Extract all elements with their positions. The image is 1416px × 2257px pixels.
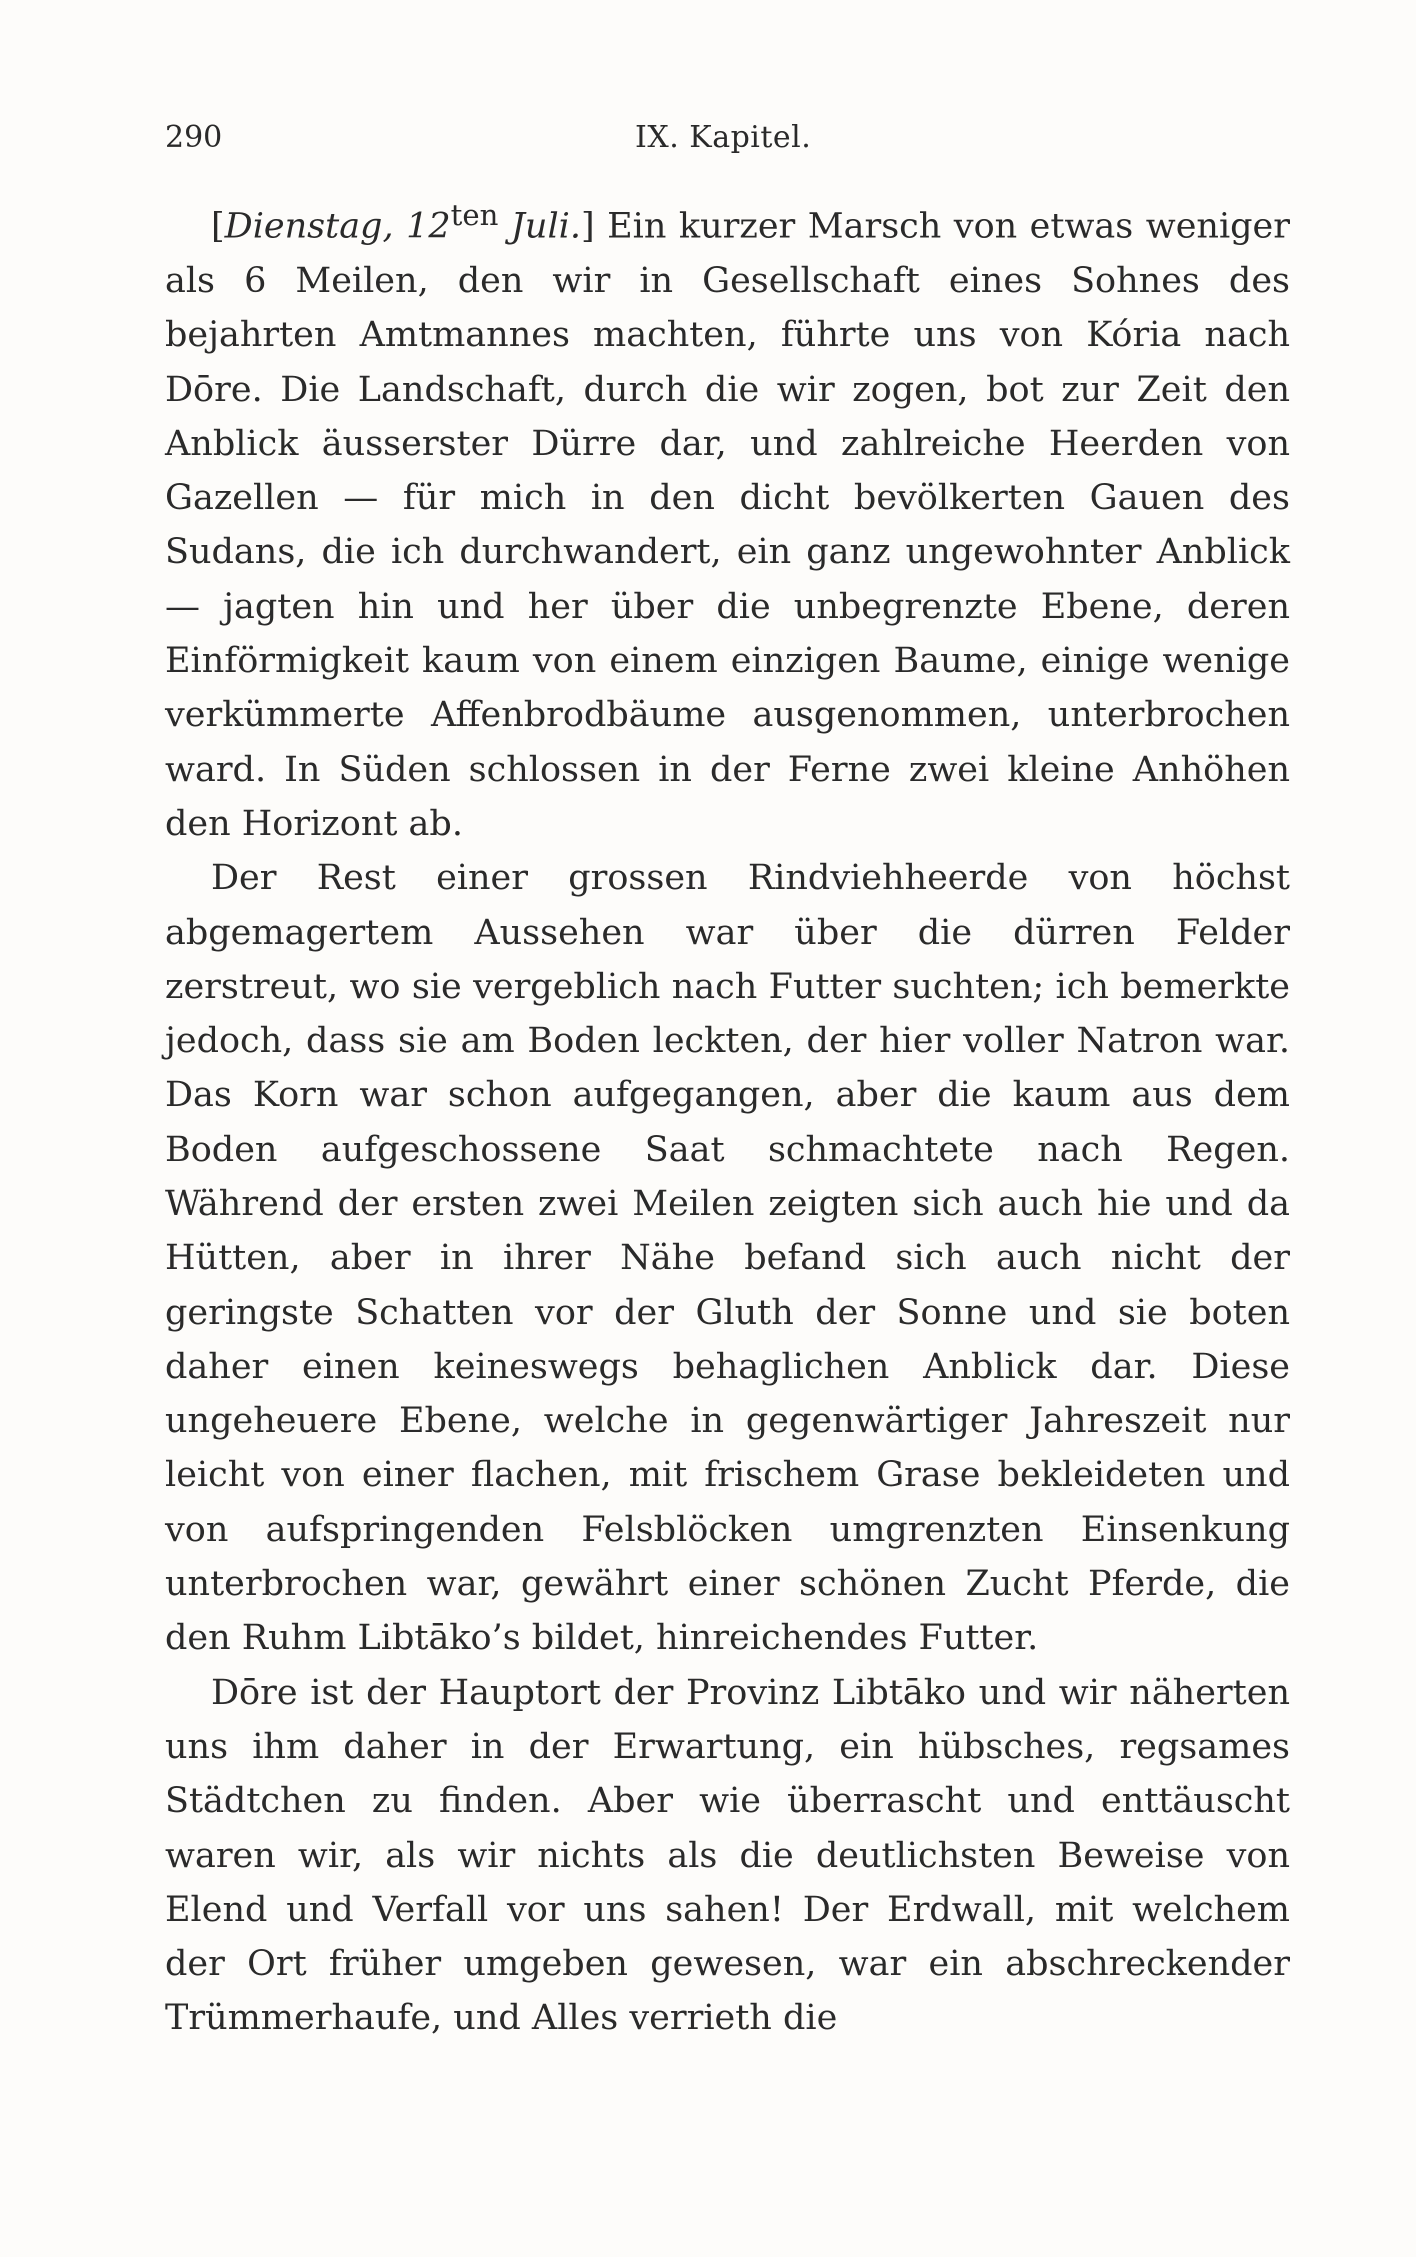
dateline-month: Juli. (498, 206, 581, 247)
date-close-bracket: ] (580, 206, 595, 247)
paragraph-2: Der Rest einer grossen Rindviehheerde von höchst abgemagertem Aussehen war über die dürren Felder zerstreut, wo sie vergeblich nach Futter suchten; ich bemerkte jedoch, dass sie am Boden leckten, der hier voller Natron war. Das Korn war schon aufgegangen, aber die kaum aus dem Boden aufgeschossene Saat schmachtete nach Regen. Während der ersten zwei Meilen zeigten sich auch hie und da Hütten, aber in ihrer Nähe befand sich auch nicht der geringste Schatten vor der Gluth der Sonne und sie boten daher einen keineswegs behaglichen Anblick dar. Diese ungeheuere Ebene, welche in gegenwärtiger Jahreszeit nur leicht von einer flachen, mit frischem Grase bekleideten und von aufspringenden Felsblöcken umgrenzten Einsenkung unterbrochen war, gewährt einer schönen Zucht Pferde, die den Ruhm Libtāko’s bildet, hinreichendes Futter. (165, 858, 1290, 1659)
date-open-bracket: [ (211, 206, 225, 247)
page-header (165, 118, 1290, 158)
paragraph-1 (165, 188, 1290, 851)
body-text (165, 188, 1290, 2046)
dateline-superscript: ten (450, 198, 499, 232)
paragraph-3: Dōre ist der Hauptort der Provinz Libtāko und wir näherten uns ihm daher in der Erwartung, ein hübsches, regsames Städtchen zu finden. Aber wie überrascht und enttäuscht waren wir, als wir nichts als die deutlichsten Beweise von Elend und Verfall vor uns sahen! Der Erdwall, mit welchem der Ort früher umgeben gewesen, war ein abschreckender Trümmerhaufe, und Alles verrieth die (165, 1672, 1290, 2039)
page-number: 290 (165, 120, 223, 155)
chapter-heading: IX. Kapitel. (635, 120, 812, 155)
dateline-day: Dienstag, 12 (224, 206, 451, 247)
paragraph-1-text: Ein kurzer Marsch von etwas weniger als 6 Meilen, den wir in Gesellschaft eines Sohnes des bejahrten Amtmannes machten, führte uns von Kória nach Dōre. Die Landschaft, durch die wir zogen, bot zur Zeit den Anblick äusserster Dürre dar, und zahlreiche Heerden von Gazellen — für mich in den dicht bevölkerten Gauen des Sudans, die ich durchwandert, ein ganz ungewohnter Anblick — jagten hin und her über die unbegrenzte Ebene, deren Einförmigkeit kaum von einem einzigen Baume, einige wenige verkümmerte Affenbrodbäume ausgenommen, unterbrochen ward. In Süden schlossen in der Ferne zwei kleine Anhöhen den Horizont ab. (165, 206, 1290, 844)
